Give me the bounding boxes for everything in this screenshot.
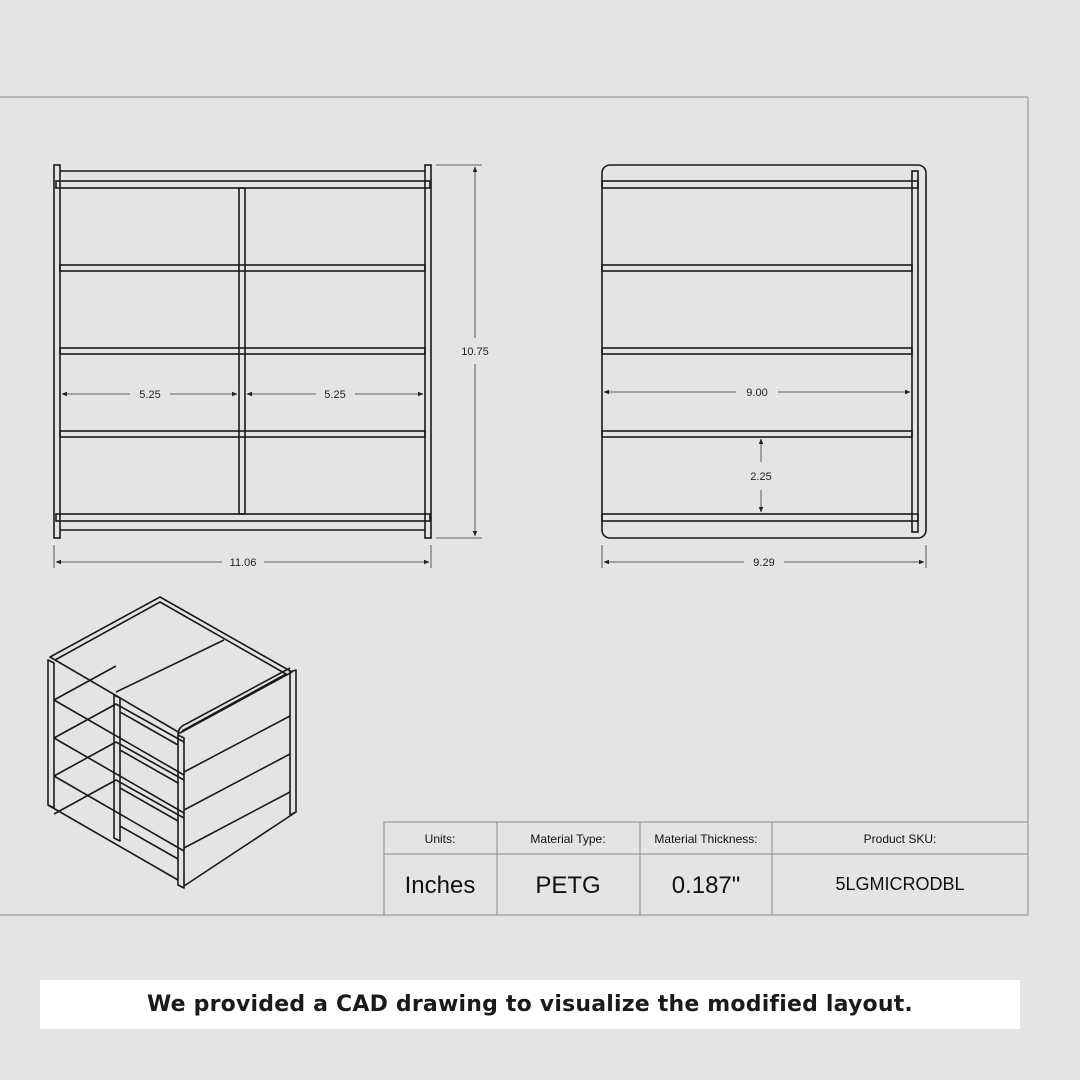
product-sku-header: Product SKU: — [863, 832, 937, 846]
front-right-upright — [425, 165, 431, 538]
material-type-header: Material Type: — [530, 832, 606, 846]
side-width-label: 9.29 — [753, 557, 775, 569]
isometric-view — [48, 597, 296, 888]
iso-top-divider — [116, 640, 224, 692]
front-right-cell-label: 5.25 — [324, 389, 346, 401]
iso-left-upright — [48, 660, 54, 808]
front-dimensions — [54, 165, 482, 568]
side-shelf-spacing-label: 2.25 — [750, 471, 772, 483]
front-shelf — [60, 431, 425, 437]
front-shelf — [60, 265, 425, 271]
side-shelf — [602, 348, 912, 354]
front-center-divider — [239, 188, 245, 514]
side-depth-label: 9.00 — [746, 387, 768, 399]
iso-center-divider — [114, 695, 120, 841]
caption-text: We provided a CAD drawing to visualize the modified layout. — [147, 992, 913, 1017]
side-shelf — [602, 431, 912, 437]
product-sku-value: 5LGMICRODBL — [835, 874, 965, 894]
front-height-label: 10.75 — [461, 346, 489, 358]
side-back-panel — [912, 171, 918, 532]
front-width-label: 11.06 — [229, 557, 257, 569]
side-bottom-board — [602, 514, 918, 521]
caption-bar — [40, 980, 1020, 1029]
iso-back-upright — [290, 670, 296, 815]
front-left-upright — [54, 165, 60, 538]
front-bottom-board — [56, 514, 430, 521]
units-value: Inches — [404, 872, 476, 899]
iso-shelf-edge — [184, 792, 290, 848]
iso-shelf-edge — [184, 754, 290, 810]
side-top-board — [602, 181, 918, 188]
material-type-value: PETG — [535, 872, 601, 899]
units-header: Units: — [424, 832, 456, 846]
iso-shelf-edge — [184, 716, 290, 772]
front-shelf — [60, 348, 425, 354]
front-top-board — [56, 181, 430, 188]
side-shelf — [602, 265, 912, 271]
material-thickness-header: Material Thickness: — [654, 832, 758, 846]
front-view — [54, 165, 431, 538]
material-thickness-value: 0.187" — [671, 872, 741, 899]
front-left-cell-label: 5.25 — [139, 389, 161, 401]
sheet-border — [0, 97, 1028, 915]
